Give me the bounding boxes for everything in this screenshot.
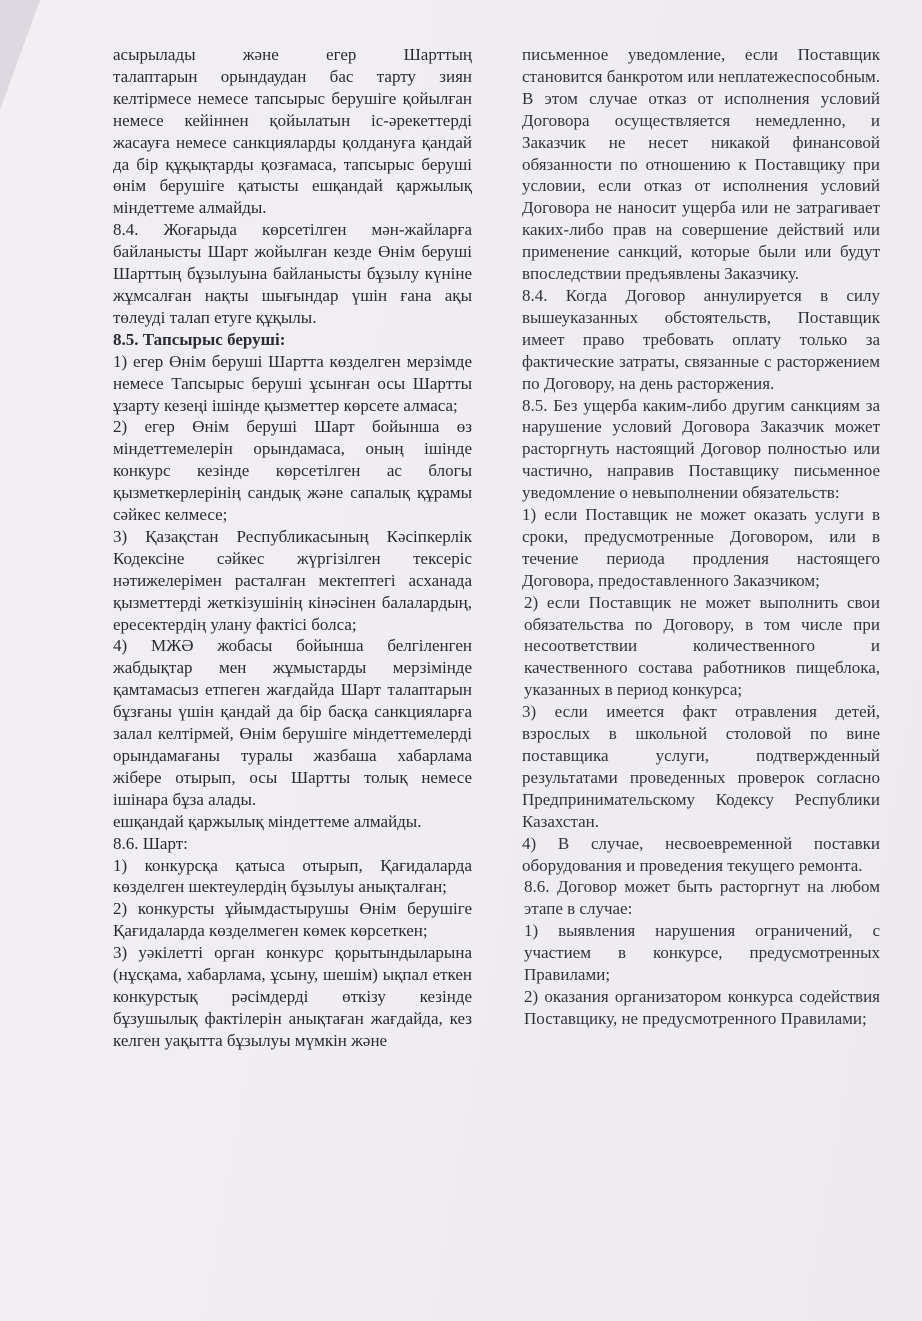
- clause-8-6-item-2: 2) оказания организатором конкурса содействия Поставщику, не предусмотренного Правилами;: [524, 986, 880, 1028]
- clause-8-5-item-4: 4) МЖӘ жобасы бойынша белгіленген жабдықтар мен жұмыстарды мерзімінде қамтамасыз етпеген жағдайда Шарт талаптарын бұзғаны үшін қандай да бір басқа санкцияларға залал келтірмей, Өнім берушіге міндеттемелерді орындамағаны туралы жазбаша хабарлама жібере отырып, осы Шартты толық немесе ішінара бұза алады.: [113, 636, 472, 809]
- clause-8-5-item-3: 3) если имеется факт отравления детей, взрослых в школьной столовой по вине поставщика услуги, подтвержденный результатами проведенных проверок согласно Предпринимательскому Кодексу Республики Казахстан.: [522, 702, 880, 831]
- clause-8-5: 8.5. Без ущерба каким-либо другим санкциям за нарушение условий Договора Заказчик может расторгнуть настоящий Договор полностью или частично, направив Поставщику письменное уведомление о невыполнении обязательств:: [522, 395, 880, 503]
- clause-8-6-item-1: 1) конкурсқа қатыса отырып, Қағидаларда көзделген шектеулердің бұзылуы анықталған;: [113, 855, 472, 897]
- paragraph-continuation-line: асырылады және егер Шарттың: [113, 45, 472, 64]
- clause-8-4: 8.4. Жоғарыда көрсетілген мән-жайларға байланысты Шарт жойылған кезде Өнім беруші Шарттың бұзылуына байланысты бұзылу күніне жұмсалған нақты шығындар үшін ғана ақы төлеуді талап етуге құқылы.: [113, 220, 472, 327]
- clause-8-4: 8.4. Когда Договор аннулируется в силу вышеуказанных обстоятельств, Поставщик имеет право требовать оплату только за фактические затраты, связанные с расторжением по Договору, на день расторжения.: [522, 285, 880, 393]
- clause-8-5-item-1: 1) егер Өнім беруші Шартта көзделген мерзімде немесе Тапсырыс беруші ұсынған осы Шартты ұзарту кезеңі ішінде қызметтер көрсете алмаса;: [113, 351, 472, 415]
- clause-8-5-item-4: 4) В случае, несвоевременной поставки оборудования и проведения текущего ремонта.: [522, 833, 880, 875]
- clause-8-5-item-2: 2) егер Өнім беруші Шарт бойынша өз міндеттемелерін орындамаса, оның ішінде конкурс кезінде көрсетілген ас блогы қызметкерлерінің сандық және сапалық құрамы сәйкес келмесе;: [113, 417, 472, 525]
- clause-8-5-item-2: 2) если Поставщик не может выполнить свои обязательства по Договору, в том числе при несоответствии количественного и качественного состава работников пищеблока, указанных в период конкурса;: [524, 592, 880, 700]
- clause-8-5-item-3: 3) Қазақстан Республикасының Кәсіпкерлік Кодексіне сәйкес жүргізілген тексеріс нәтижелерімен расталған мектептегі асханада қызметтерді жеткізушінің кінәсінен балалардың, ересектердің улану фактісі болса;: [113, 526, 472, 634]
- clause-8-5-heading: 8.5. Тапсырыс беруші:: [113, 329, 286, 349]
- clause-8-5-tail: ешқандай қаржылық міндеттеме алмайды.: [113, 811, 422, 831]
- page-corner-shadow: [0, 0, 40, 110]
- kazakh-text-column: [113, 44, 472, 1052]
- clause-8-6-item-1: 1) выявления нарушения ограничений, с участием в конкурсе, предусмотренных Правилами;: [524, 921, 880, 985]
- russian-text-column: [522, 44, 880, 1030]
- paragraph-continuation: талаптарын орындаудан бас тарту зиян келтірмесе немесе тапсырыс берушіге қойылған немесе кейіннен қойылатын іс-әрекеттерді жасауға немесе санкцияларды қолдануға қандай да бір құқықтарды қозғамаса, тапсырыс беруші өнім берушіге қатысты ешқандай қаржылық міндеттеме алмайды.: [113, 66, 472, 218]
- clause-8-6-item-3: 3) уәкілетті орган конкурс қорытындыларына (нұсқама, хабарлама, ұсыну, шешім) ықпал еткен конкурстық рәсімдерді өткізу кезінде бұзушылық фактілерін анықтаған жағдайда, кез келген уақытта бұзылуы мүмкін және: [113, 943, 472, 1050]
- clause-8-5-item-1: 1) если Поставщик не может оказать услуги в сроки, предусмотренные Договором, или в течение периода продления настоящего Договора, предоставленного Заказчиком;: [522, 505, 880, 590]
- paragraph-continuation: письменное уведомление, если Поставщик становится банкротом или неплатежеспособным. В этом случае отказ от исполнения условий Договора осуществляется немедленно, и Заказчик не несет никакой финансовой обязанности по отношению к Поставщику при условии, если отказ от исполнения условий Договора не наносит ущерба или не затрагивает каких-либо прав на совершение действий или применение санкций, которые были или будут впоследствии предъявлены Заказчику.: [522, 45, 880, 284]
- clause-8-6-heading: 8.6. Шарт:: [113, 833, 188, 853]
- clause-8-6-heading: 8.6. Договор может быть расторгнут на любом этапе в случае:: [524, 877, 880, 919]
- clause-8-6-item-2: 2) конкурсты ұйымдастырушы Өнім берушіге Қағидаларда көзделмеген көмек көрсеткен;: [113, 899, 472, 941]
